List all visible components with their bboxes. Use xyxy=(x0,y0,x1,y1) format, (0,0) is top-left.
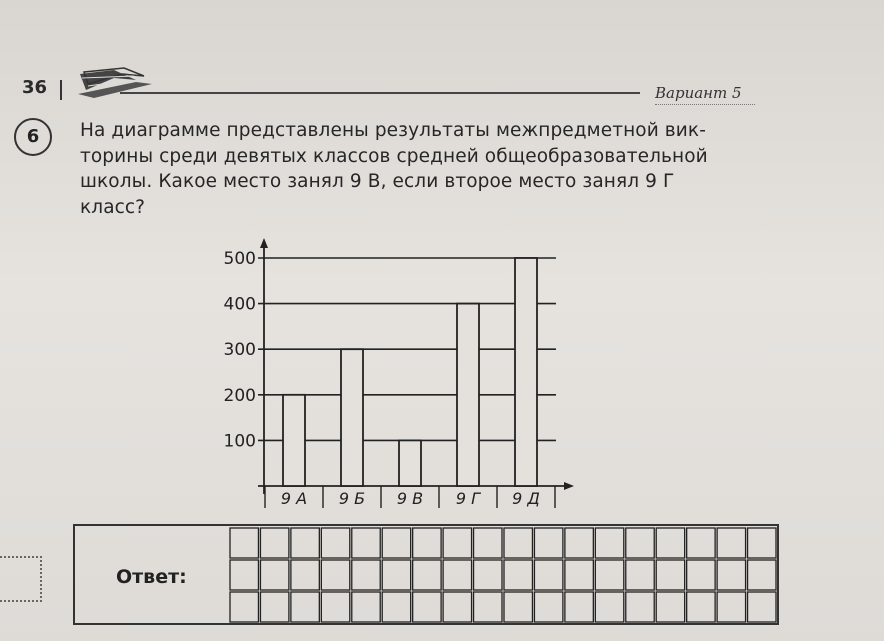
answer-cell[interactable] xyxy=(656,560,684,590)
publisher-logo-icon xyxy=(74,64,154,104)
task-number-badge: 6 xyxy=(14,118,52,156)
bar xyxy=(515,258,537,486)
answer-cell[interactable] xyxy=(321,592,349,622)
bar xyxy=(457,304,479,486)
answer-cell[interactable] xyxy=(443,592,471,622)
answer-cell[interactable] xyxy=(413,528,441,558)
answer-cell[interactable] xyxy=(413,560,441,590)
answer-cell[interactable] xyxy=(565,560,593,590)
answer-cell[interactable] xyxy=(626,592,654,622)
answer-cell[interactable] xyxy=(321,528,349,558)
answer-cell[interactable] xyxy=(626,528,654,558)
answer-cell[interactable] xyxy=(260,592,288,622)
answer-cell[interactable] xyxy=(626,560,654,590)
answer-cell[interactable] xyxy=(443,528,471,558)
answer-cell[interactable] xyxy=(230,560,258,590)
task-line: На диаграмме представлены результаты межпредметной вик- xyxy=(80,120,706,141)
answer-cell[interactable] xyxy=(321,560,349,590)
answer-cell[interactable] xyxy=(504,592,532,622)
answer-cell[interactable] xyxy=(534,592,562,622)
answer-cell[interactable] xyxy=(717,592,745,622)
answer-cell[interactable] xyxy=(260,528,288,558)
header-rule xyxy=(120,92,640,94)
bar xyxy=(341,349,363,486)
answer-cell[interactable] xyxy=(291,560,319,590)
answer-cell[interactable] xyxy=(230,528,258,558)
answer-cell[interactable] xyxy=(474,528,502,558)
bar xyxy=(283,395,305,486)
answer-cell[interactable] xyxy=(382,528,410,558)
x-tick-label: 9 Г xyxy=(455,489,481,508)
bar xyxy=(399,440,421,486)
page-number-separator xyxy=(60,80,62,100)
answer-cell[interactable] xyxy=(717,560,745,590)
y-tick-label: 400 xyxy=(223,294,256,315)
answer-cell[interactable] xyxy=(656,592,684,622)
answer-cell[interactable] xyxy=(748,592,776,622)
x-tick-label: 9 А xyxy=(280,489,308,508)
answer-cell[interactable] xyxy=(474,592,502,622)
answer-cell[interactable] xyxy=(291,592,319,622)
answer-label: Ответ: xyxy=(116,566,187,588)
answer-cell[interactable] xyxy=(565,592,593,622)
answer-grid[interactable] xyxy=(229,527,777,623)
answer-cell[interactable] xyxy=(291,528,319,558)
task-question xyxy=(80,118,780,220)
answer-cell[interactable] xyxy=(748,560,776,590)
y-tick-label: 200 xyxy=(223,385,256,406)
x-tick-label: 9 В xyxy=(396,489,424,508)
answer-cell[interactable] xyxy=(687,560,715,590)
y-tick-label: 500 xyxy=(223,249,256,269)
answer-cell[interactable] xyxy=(443,560,471,590)
task-line: класс? xyxy=(80,196,146,218)
bar-chart xyxy=(200,232,580,522)
answer-cell[interactable] xyxy=(534,560,562,590)
answer-cell[interactable] xyxy=(382,560,410,590)
answer-cell[interactable] xyxy=(504,560,532,590)
answer-cell[interactable] xyxy=(474,560,502,590)
answer-cell[interactable] xyxy=(260,560,288,590)
variant-label: Вариант 5 xyxy=(655,84,742,102)
y-tick-label: 300 xyxy=(223,340,256,361)
answer-cell[interactable] xyxy=(382,592,410,622)
margin-cut-marks xyxy=(0,556,42,602)
answer-cell[interactable] xyxy=(595,560,623,590)
x-tick-label: 9 Д xyxy=(512,489,540,508)
answer-cell[interactable] xyxy=(717,528,745,558)
answer-cell[interactable] xyxy=(687,528,715,558)
answer-cell[interactable] xyxy=(748,528,776,558)
answer-cell[interactable] xyxy=(595,528,623,558)
answer-cell[interactable] xyxy=(352,592,380,622)
answer-cell[interactable] xyxy=(413,592,441,622)
task-line: школы. Какое место занял 9 В, если второе место занял 9 Г xyxy=(80,171,675,192)
task-line: торины среди девятых классов средней общеобразовательной xyxy=(80,145,708,167)
x-tick-label: 9 Б xyxy=(338,489,366,508)
answer-cell[interactable] xyxy=(230,592,258,622)
answer-cell[interactable] xyxy=(565,528,593,558)
answer-cell[interactable] xyxy=(534,528,562,558)
answer-cell[interactable] xyxy=(352,560,380,590)
y-tick-label: 100 xyxy=(223,431,256,452)
answer-cell[interactable] xyxy=(687,592,715,622)
y-axis-arrow-icon xyxy=(260,238,268,248)
answer-cell[interactable] xyxy=(504,528,532,558)
page-number: 36 xyxy=(22,77,48,98)
variant-underline xyxy=(655,104,755,105)
answer-cell[interactable] xyxy=(352,528,380,558)
x-axis-arrow-icon xyxy=(564,482,574,490)
answer-cell[interactable] xyxy=(595,592,623,622)
answer-cell[interactable] xyxy=(656,528,684,558)
